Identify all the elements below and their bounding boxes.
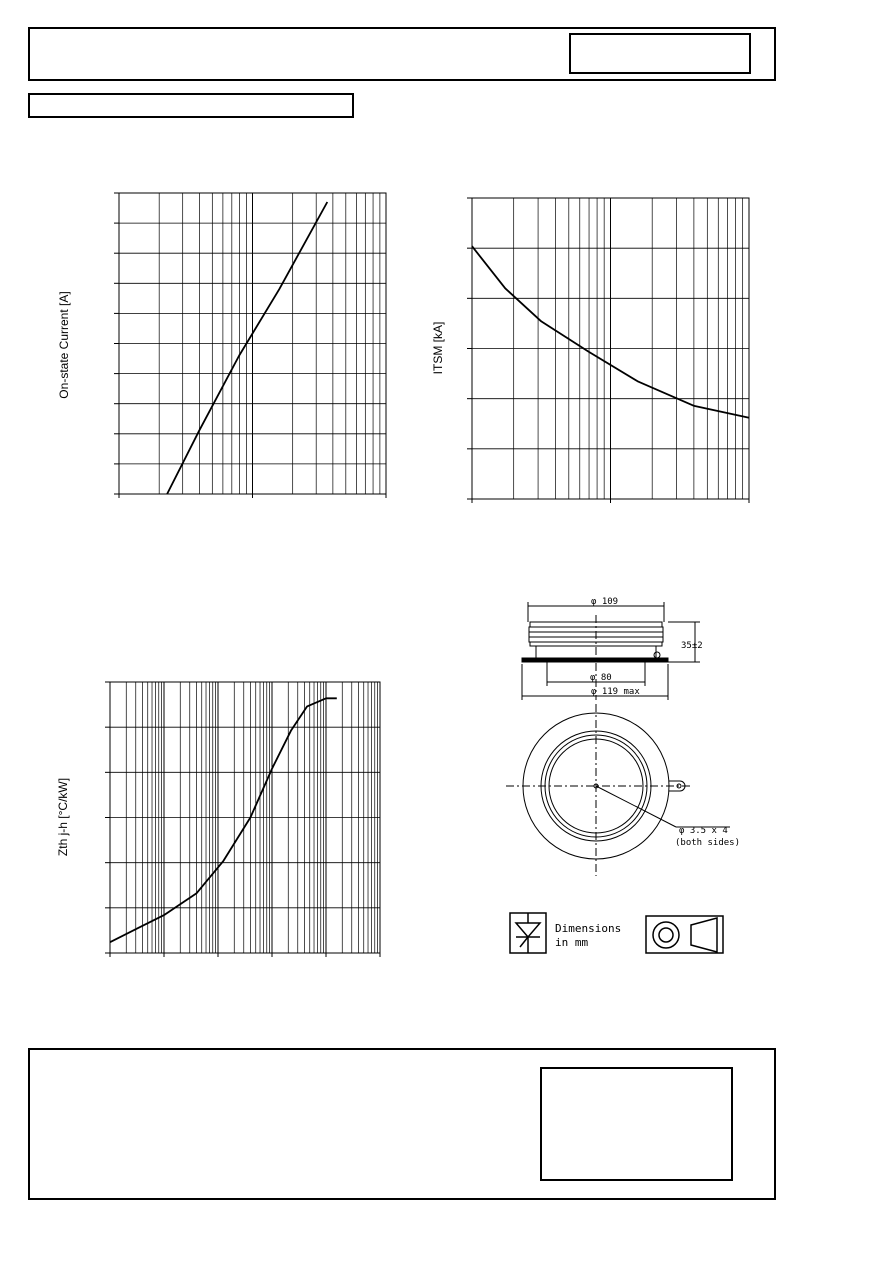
dim-80-text: φ 80: [590, 673, 612, 683]
dim-holes-note: (both sides): [675, 838, 741, 848]
chart3-ylabel: Zth j-h [°C/kW]: [56, 777, 70, 857]
units-label: in mm: [555, 936, 589, 949]
footer-stamp-box: [540, 1067, 733, 1181]
chart1-ylabel: On-state Current [A]: [57, 291, 71, 399]
dim-119-text: φ 119 max: [591, 687, 640, 697]
chart2-ylabel: ITSM [kA]: [431, 321, 445, 375]
chart1-curve: [167, 202, 327, 494]
dim-109-text: φ 109: [591, 597, 619, 607]
dim-holes-text: φ 3.5 x 4: [679, 826, 728, 836]
dimensions-label: Dimensions: [555, 922, 622, 935]
dim-height-text: 35±2: [681, 641, 703, 651]
chart3-curve: [110, 698, 337, 942]
